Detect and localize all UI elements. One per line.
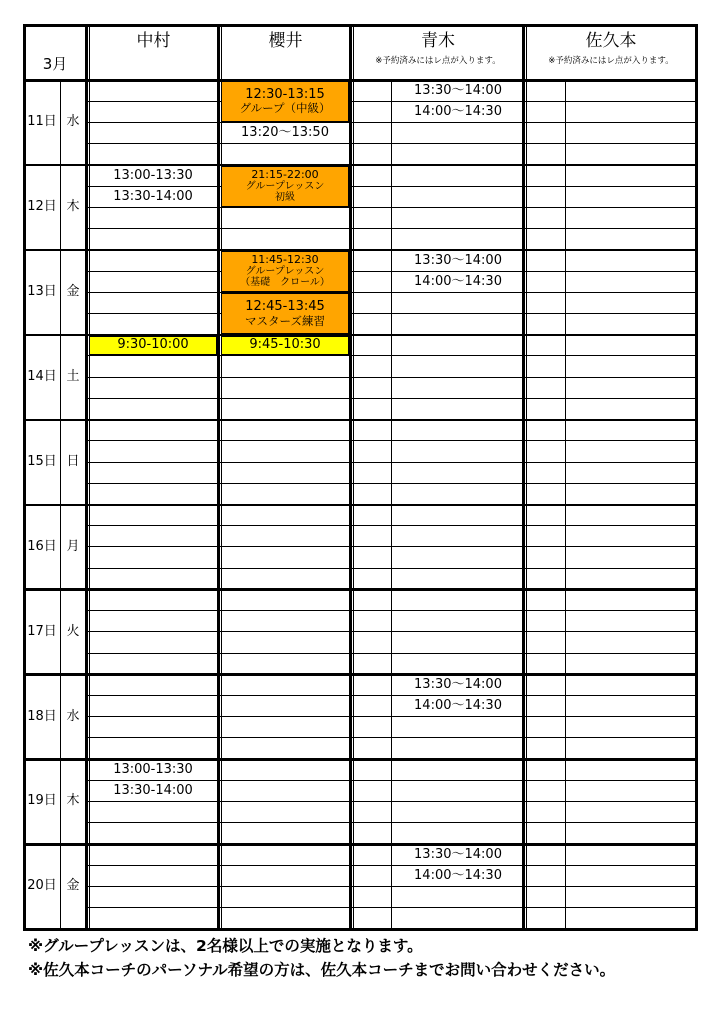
lesson-slot: [394, 675, 522, 695]
month-label: 3月: [42, 54, 68, 73]
lesson-slot: [89, 781, 217, 801]
day-date: 14日: [27, 368, 57, 384]
lesson-slot-text: 14:00～14:30: [414, 273, 502, 289]
lesson-slot-text: 12:30-13:15: [245, 87, 325, 102]
day-divider: [24, 504, 696, 507]
day-divider: [24, 588, 696, 591]
slot-row-divider: [86, 143, 696, 144]
lesson-slot: [221, 166, 349, 207]
day-date: 17日: [27, 623, 57, 639]
day-date: 18日: [27, 708, 57, 724]
lesson-slot: [394, 102, 522, 122]
lesson-slot-text: 21:15-22:00: [251, 168, 319, 182]
lesson-slot-text: 11:45-12:30: [251, 253, 319, 267]
slot-row-divider: [86, 546, 696, 547]
day-divider: [24, 843, 696, 846]
lesson-slot: [89, 760, 217, 780]
slot-row-divider: [86, 716, 696, 717]
slot-row-divider: [86, 228, 696, 229]
day-weekday: 木: [66, 793, 80, 809]
lesson-slot-text: 12:45-13:45: [245, 299, 325, 315]
table-border-right: [695, 24, 698, 931]
lesson-slot: [221, 81, 349, 122]
table-border-bottom: [23, 928, 698, 931]
slot-row-divider: [86, 122, 696, 123]
lesson-slot-text: 13:00-13:30: [113, 167, 193, 183]
day-weekday: 月: [66, 538, 80, 554]
lesson-slot-text: 初級: [275, 192, 295, 204]
lesson-slot: [221, 123, 349, 143]
lesson-slot: [394, 845, 522, 865]
slot-row-divider: [86, 801, 696, 802]
slot-row-divider: [86, 377, 696, 378]
column-divider: [522, 25, 525, 929]
column-divider-inner: [221, 25, 222, 929]
header-divider: [24, 79, 696, 82]
column-divider-inner: [526, 25, 527, 929]
lesson-slot-text: 9:30-10:00: [117, 337, 189, 353]
slot-row-divider: [86, 568, 696, 569]
day-date: 16日: [27, 538, 57, 554]
lesson-slot: [89, 166, 217, 186]
lesson-slot-text: マスターズ練習: [245, 313, 325, 328]
lesson-slot-text: グループレッスン: [245, 181, 325, 193]
day-weekday: 金: [66, 878, 80, 894]
lesson-slot-text: 13:30～14:00: [414, 252, 502, 268]
lesson-slot-text: 13:00-13:30: [113, 761, 193, 777]
day-weekday: 水: [66, 708, 80, 724]
slot-row-divider: [86, 907, 696, 908]
coach-name: 櫻井: [268, 30, 303, 51]
slot-row-divider: [86, 865, 696, 866]
slot-row-divider: [86, 695, 696, 696]
lesson-slot-text: （基礎 クロール）: [240, 277, 330, 289]
lesson-slot: [394, 697, 522, 717]
lesson-slot-text: 13:30～14:00: [414, 846, 502, 862]
column-divider-inner: [353, 25, 354, 929]
slot-row-divider: [86, 462, 696, 463]
slot-row-divider: [86, 271, 696, 272]
slot-row-divider: [86, 822, 696, 823]
lesson-slot-text: 13:30～14:00: [414, 82, 502, 98]
day-date: 19日: [27, 793, 57, 809]
day-date: 11日: [27, 114, 57, 130]
column-divider: [349, 25, 352, 929]
slot-row-divider: [86, 483, 696, 484]
lesson-slot-text: 14:00～14:30: [414, 868, 502, 884]
slot-row-divider: [86, 653, 696, 654]
lesson-slot: [221, 293, 349, 334]
coach-name: 中村: [136, 30, 171, 51]
slot-row-divider: [86, 292, 696, 293]
day-weekday: 日: [66, 453, 80, 469]
lesson-slot: [394, 272, 522, 292]
day-date: 15日: [27, 453, 57, 469]
slot-row-divider: [86, 631, 696, 632]
slot-row-divider: [86, 313, 696, 314]
day-divider: [24, 249, 696, 252]
lesson-slot-text: グループレッスン: [245, 266, 325, 278]
day-weekday: 水: [66, 114, 80, 130]
lesson-slot: [394, 81, 522, 101]
day-weekday: 木: [66, 199, 80, 215]
day-weekday: 火: [66, 623, 80, 639]
slot-row-divider: [86, 610, 696, 611]
lesson-slot: [394, 251, 522, 271]
day-divider: [24, 419, 696, 422]
footer-note-sakumoto: ※佐久本コーチのパーソナル希望の方は、佐久本コーチまでお問い合わせください。: [28, 961, 616, 979]
day-date: 12日: [27, 199, 57, 215]
lesson-slot-text: 13:30～14:00: [414, 677, 502, 692]
lesson-slot: [394, 866, 522, 886]
lesson-slot-text: グループ（中級）: [239, 101, 331, 116]
slot-row-divider: [86, 737, 696, 738]
footer-note-group: ※グループレッスンは、2名様以上での実施となります。: [28, 937, 423, 955]
lesson-slot: [221, 336, 349, 356]
slot-row-divider: [86, 886, 696, 887]
lesson-slot-text: 14:00～14:30: [414, 698, 502, 714]
lesson-slot: [89, 187, 217, 207]
day-weekday: 土: [66, 368, 80, 384]
slot-row-divider: [86, 101, 696, 102]
day-date: 13日: [27, 284, 57, 300]
lesson-slot-text: 9:45-10:30: [249, 337, 321, 353]
lesson-slot-text: 13:30-14:00: [113, 188, 193, 204]
day-date: 20日: [27, 878, 57, 894]
slot-row-divider: [86, 440, 696, 441]
lesson-slot: [221, 251, 349, 292]
slot-row-divider: [86, 207, 696, 208]
slot-row-divider: [86, 398, 696, 399]
day-divider: [24, 673, 696, 676]
lesson-slot-text: 13:20～13:50: [241, 125, 329, 141]
coach-note: ※予約済みにはレ点が入ります。: [548, 56, 674, 67]
slot-row-divider: [86, 355, 696, 356]
coach-name: 青木: [421, 30, 455, 51]
lesson-slot: [89, 336, 217, 356]
coach-name: 佐久本: [585, 30, 637, 51]
coach-note: ※予約済みにはレ点が入ります。: [375, 56, 501, 67]
slot-row-divider: [86, 525, 696, 526]
day-weekday: 金: [66, 284, 80, 300]
column-divider: [217, 25, 220, 929]
lesson-slot-text: 14:00～14:30: [414, 103, 502, 119]
lesson-slot-text: 13:30-14:00: [113, 783, 193, 799]
